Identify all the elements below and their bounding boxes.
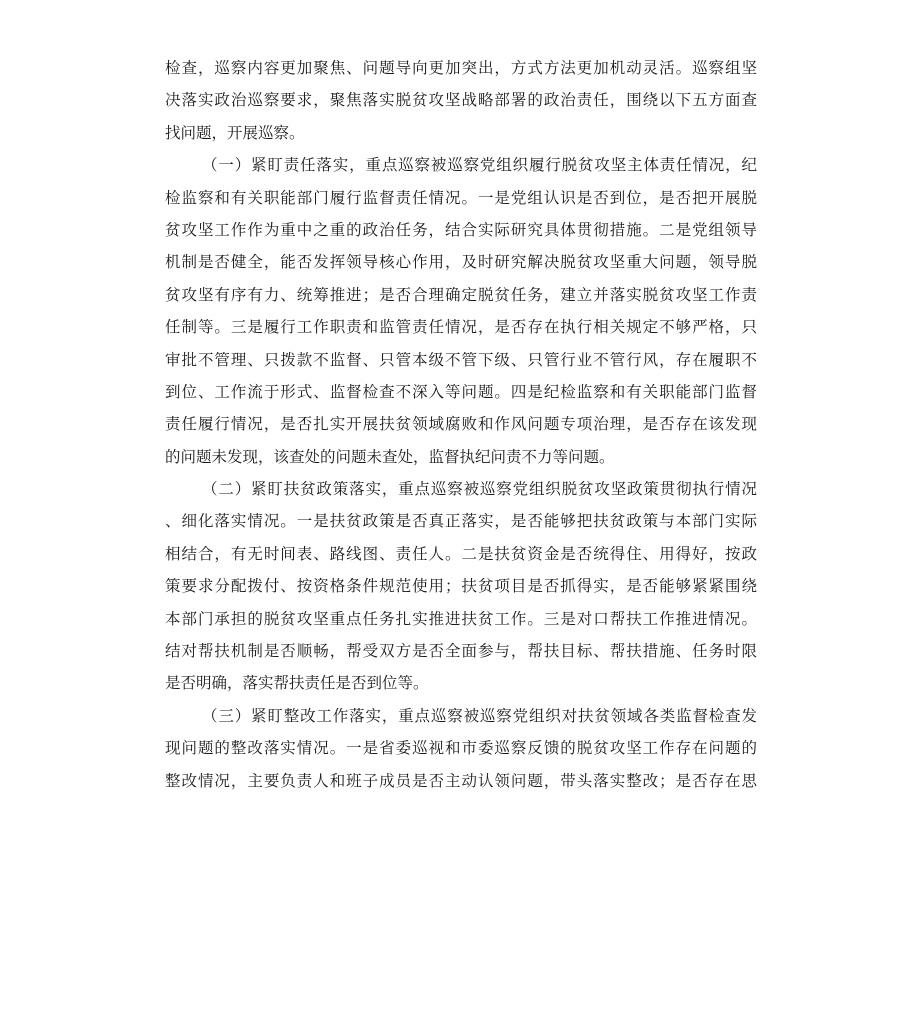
text-line: 审批不管理、只拨款不监督、只管本级不管下级、只管行业不管行风，存在履职不 [165, 350, 757, 369]
paragraph-heading-line: （一）紧盯责任落实，重点巡察被巡察党组织履行脱贫攻坚主体责任情况，纪 [202, 156, 757, 175]
body-text [165, 52, 757, 797]
text-line: 责任履行情况，是否扎实开展扶贫领域腐败和作风问题专项治理，是否存在该发现 [165, 415, 757, 434]
text-line: 相结合，有无时间表、路线图、责任人。二是扶贫资金是否统得住、用得好，按政 [165, 544, 757, 563]
text-line: 结对帮扶机制是否顺畅，帮受双方是否全面参与，帮扶目标、帮扶措施、任务时限 [165, 642, 757, 661]
paragraph-heading-line: （三）紧盯整改工作落实，重点巡察被巡察党组织对扶贫领域各类监督检查发 [202, 706, 757, 725]
paragraph-heading-line: （二）紧盯扶贫政策落实，重点巡察被巡察党组织脱贫攻坚政策贯彻执行情况 [202, 480, 757, 499]
text-line: 、细化落实情况。一是扶贫政策是否真正落实，是否能够把扶贫政策与本部门实际 [165, 512, 757, 531]
text-line: 是否明确，落实帮扶责任是否到位等。 [165, 674, 429, 693]
text-line: 本部门承担的脱贫攻坚重点任务扎实推进扶贫工作。三是对口帮扶工作推进情况。 [165, 609, 757, 628]
text-line: 检查，巡察内容更加聚焦、问题导向更加突出，方式方法更加机动灵活。巡察组坚 [165, 59, 757, 77]
text-line: 策要求分配拨付、按资格条件规范使用；扶贫项目是否抓得实，是否能够紧紧围绕 [165, 577, 757, 596]
text-line: 机制是否健全，能否发挥领导核心作用，及时研究解决脱贫攻坚重大问题，领导脱 [165, 253, 757, 272]
text-line: 检监察和有关职能部门履行监督责任情况。一是党组认识是否到位，是否把开展脱 [165, 188, 757, 207]
text-line: 到位、工作流于形式、监督检查不深入等问题。四是纪检监察和有关职能部门监督 [165, 382, 757, 401]
text-line: 找问题，开展巡察。 [165, 123, 305, 142]
text-line: 现问题的整改落实情况。一是省委巡视和市委巡察反馈的脱贫攻坚工作存在问题的 [165, 739, 757, 758]
text-line: 任制等。三是履行工作职责和监管责任情况，是否存在执行相关规定不够严格，只 [165, 318, 757, 337]
text-line: 决落实政治巡察要求，聚焦落实脱贫攻坚战略部署的政治责任，围绕以下五方面查 [165, 91, 757, 110]
text-line: 贫攻坚有序有力、统筹推进；是否合理确定脱贫任务，建立并落实脱贫攻坚工作责 [165, 285, 757, 304]
text-line: 整改情况，主要负责人和班子成员是否主动认领问题，带头落实整改；是否存在思 [165, 771, 757, 790]
text-line: 的问题未发现，该查处的问题未查处，监督执纪问责不力等问题。 [165, 447, 615, 466]
text-line: 贫攻坚工作作为重中之重的政治任务，结合实际研究具体贯彻措施。二是党组领导 [165, 220, 757, 239]
